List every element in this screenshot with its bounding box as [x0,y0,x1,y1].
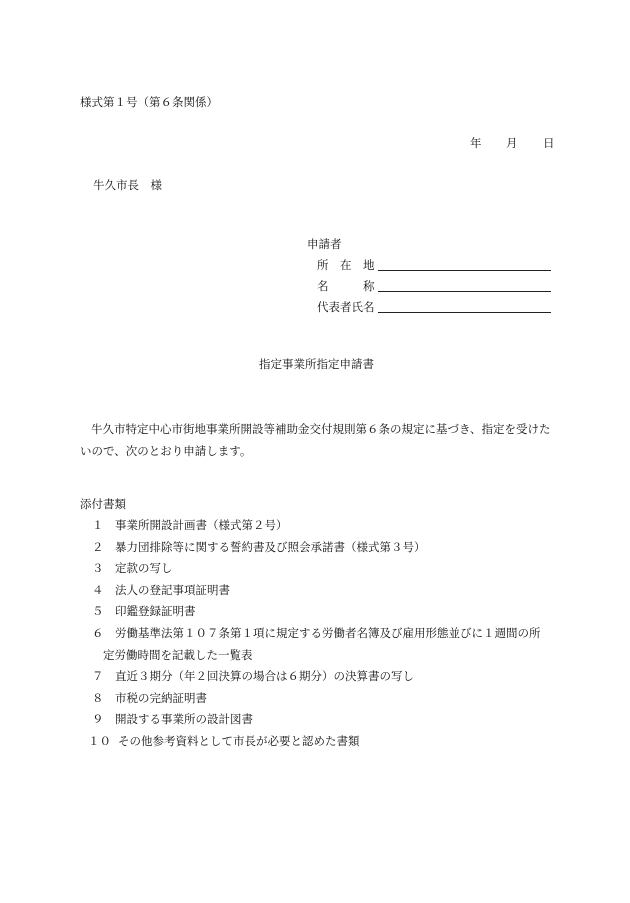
address-label: 所 在 地 [317,257,375,272]
addressee: 牛久市長 様 [93,178,162,192]
attachment-text-continuation: 定労働時間を記載した一覧表 [103,647,253,662]
representative-line[interactable] [378,300,551,313]
name-field-row [317,279,551,292]
attachment-item [92,714,253,726]
attachment-item [92,628,541,640]
attachments-heading: 添付書類 [80,497,126,511]
address-line[interactable] [378,258,551,271]
attachment-number: ７ [92,669,104,684]
attachment-number: ６ [92,626,104,640]
attachment-number: ５ [92,604,104,619]
attachment-text: 印鑑登録証明書 [115,604,196,619]
attachment-number: ４ [92,582,104,597]
name-label: 名 称 [317,278,375,293]
representative-field-row [317,300,551,313]
attachment-text: その他参考資料として市長が必要と認めた書類 [118,734,360,748]
attachment-text: 定款の写し [115,561,173,576]
attachment-text: 事業所開設計画書（様式第２号） [115,518,288,532]
attachment-number: １ [92,518,104,532]
form-number: 様式第１号（第６条関係） [80,95,218,109]
attachment-item [88,734,360,748]
attachment-number: ８ [92,690,104,705]
attachment-item [92,671,414,683]
name-line[interactable] [378,279,551,292]
attachment-item [92,690,207,705]
attachment-item [92,563,173,575]
attachment-number: ３ [92,561,104,576]
date-line [470,138,555,150]
body-paragraph: 牛久市特定中心市街地事業所開設等補助金交付規則第６条の規定に基づき、指定を受けたいので、次のとおり申請します。 [80,422,551,458]
date-year: 年 [470,136,482,150]
attachment-text: 開設する事業所の設計図書 [115,712,253,727]
attachment-number: ２ [92,539,104,554]
attachment-item [92,539,426,554]
representative-label: 代表者氏名 [317,299,375,314]
date-day: 日 [543,136,555,150]
applicant-label: 申請者 [307,237,342,251]
attachment-item [92,520,288,532]
address-field-row [317,258,551,271]
date-month: 月 [506,136,518,150]
attachment-text: 労働基準法第１０７条第１項に規定する労働者名簿及び雇用形態並びに１週間の所 [115,626,541,640]
attachment-number: １０ [88,734,111,748]
attachment-text: 直近３期分（年２回決算の場合は６期分）の決算書の写し [115,669,414,684]
attachment-text: 市税の完納証明書 [115,690,207,705]
attachment-text: 暴力団排除等に関する誓約書及び照会承諾書（様式第３号） [115,539,426,554]
attachment-text: 法人の登記事項証明書 [115,582,230,597]
attachment-item [92,606,196,618]
attachment-item [92,582,230,597]
document-title: 指定事業所指定申請書 [259,357,374,371]
attachment-number: ９ [92,712,104,727]
